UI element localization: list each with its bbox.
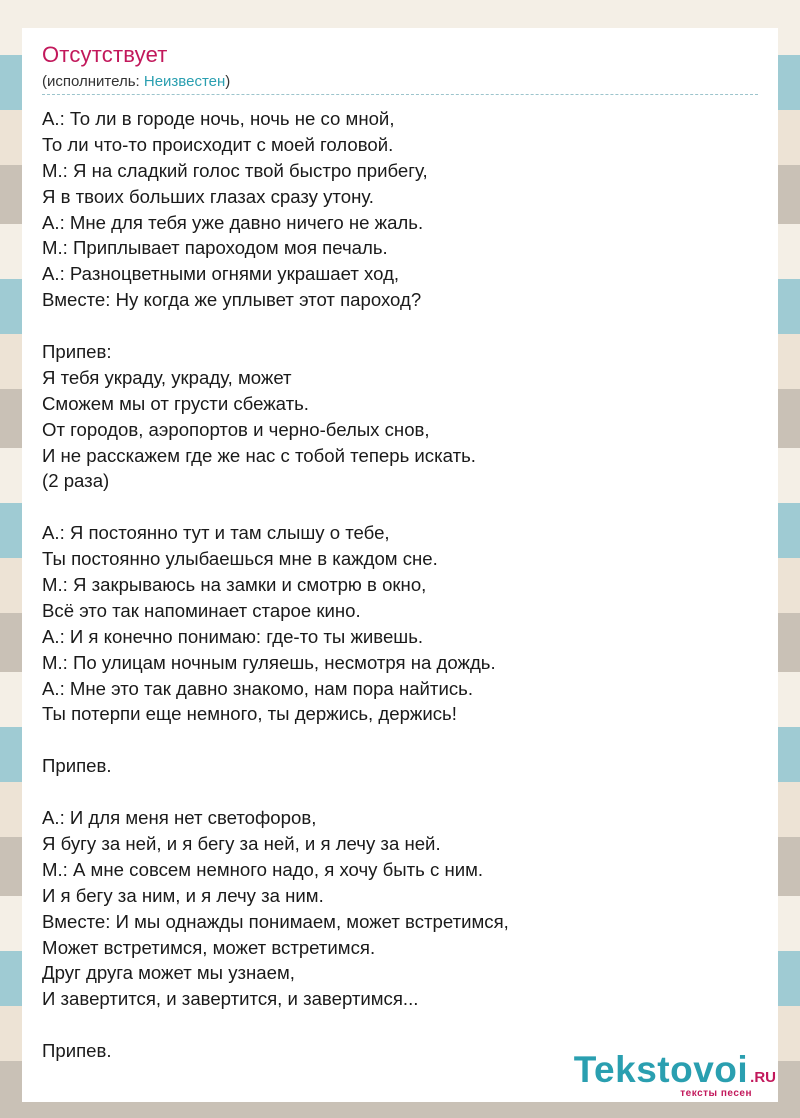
lyric-line: Ты потерпи еще немного, ты держись, держись! — [42, 703, 457, 725]
lyric-line: А.: Мне это так давно знакомо, нам пора найтись. — [42, 677, 473, 699]
lyric-line: М.: Приплывает пароходом моя печаль. — [42, 237, 388, 259]
logo-tagline: тексты песен — [680, 1088, 752, 1099]
lyric-line: Друг друга может мы узнаем, — [42, 962, 295, 984]
lyric-line: То ли что-то происходит с моей головой. — [42, 133, 394, 155]
lyric-line: И завертится, и завертится, и завертимся... — [42, 988, 419, 1010]
lyric-line: А.: Разноцветными огнями украшает ход, — [42, 263, 400, 285]
lyric-line: А.: Я постоянно тут и там слышу о тебе, — [42, 522, 390, 544]
lyric-line: М.: Я закрываюсь на замки и смотрю в окно, — [42, 574, 427, 596]
lyric-line — [42, 727, 509, 753]
lyric-line: И я бегу за ним, и я лечу за ним. — [42, 884, 324, 906]
lyrics-page — [22, 28, 778, 1102]
lyric-line: Ты постоянно улыбаешься мне в каждом сне. — [42, 548, 438, 570]
lyric-line: М.: По улицам ночным гуляешь, несмотря на дождь. — [42, 651, 496, 673]
lyric-line: А.: Мне для тебя уже давно ничего не жаль. — [42, 211, 424, 233]
lyric-line: Я тебя украду, украду, может — [42, 366, 292, 388]
lyric-line: Припев. — [42, 1040, 112, 1062]
lyric-line: А.: И я конечно понимаю: где-то ты живешь. — [42, 625, 424, 647]
lyric-line: Может встретимся, может встретимся. — [42, 936, 376, 958]
lyric-line: Я в твоих больших глазах сразу утону. — [42, 185, 374, 207]
artist-suffix: ) — [225, 73, 231, 90]
lyric-line: Сможем мы от грусти сбежать. — [42, 392, 309, 414]
lyric-line: Всё это так напоминает старое кино. — [42, 599, 361, 621]
artist-prefix: (исполнитель: — [42, 73, 144, 90]
lyric-line: Припев: — [42, 341, 112, 363]
lyric-line: Припев. — [42, 755, 112, 777]
lyric-line: М.: А мне совсем немного надо, я хочу быть с ним. — [42, 858, 484, 880]
site-logo[interactable] — [566, 1049, 776, 1099]
lyric-line: Я бугу за ней, и я бегу за ней, и я лечу за ней. — [42, 832, 441, 854]
lyric-line: А.: И для меня нет светофоров, — [42, 807, 317, 829]
artist-link[interactable]: Неизвестен — [143, 73, 226, 90]
lyrics-text — [42, 106, 509, 1064]
lyric-line: (2 раза) — [42, 470, 110, 492]
lyric-line — [42, 1012, 509, 1038]
song-title: Отсутствует — [42, 42, 168, 67]
lyric-line: М.: Я на сладкий голос твой быстро прибегу, — [42, 159, 428, 181]
lyric-line — [42, 779, 509, 805]
lyric-line — [42, 494, 509, 520]
header-divider — [42, 94, 758, 95]
lyric-line: А.: То ли в городе ночь, ночь не со мной, — [42, 108, 395, 129]
artist-line — [42, 73, 230, 90]
lyric-line: От городов, аэропортов и черно-белых снов, — [42, 418, 430, 440]
logo-name: Tekstovoi — [573, 1049, 749, 1090]
lyric-line: Вместе: И мы однажды понимаем, может встретимся, — [42, 910, 509, 932]
lyric-line: И не расскажем где же нас с тобой теперь искать. — [42, 444, 476, 466]
logo-tld: .RU — [750, 1069, 776, 1086]
lyric-line — [42, 313, 509, 339]
lyric-line: Вместе: Ну когда же уплывет этот пароход? — [42, 289, 422, 311]
